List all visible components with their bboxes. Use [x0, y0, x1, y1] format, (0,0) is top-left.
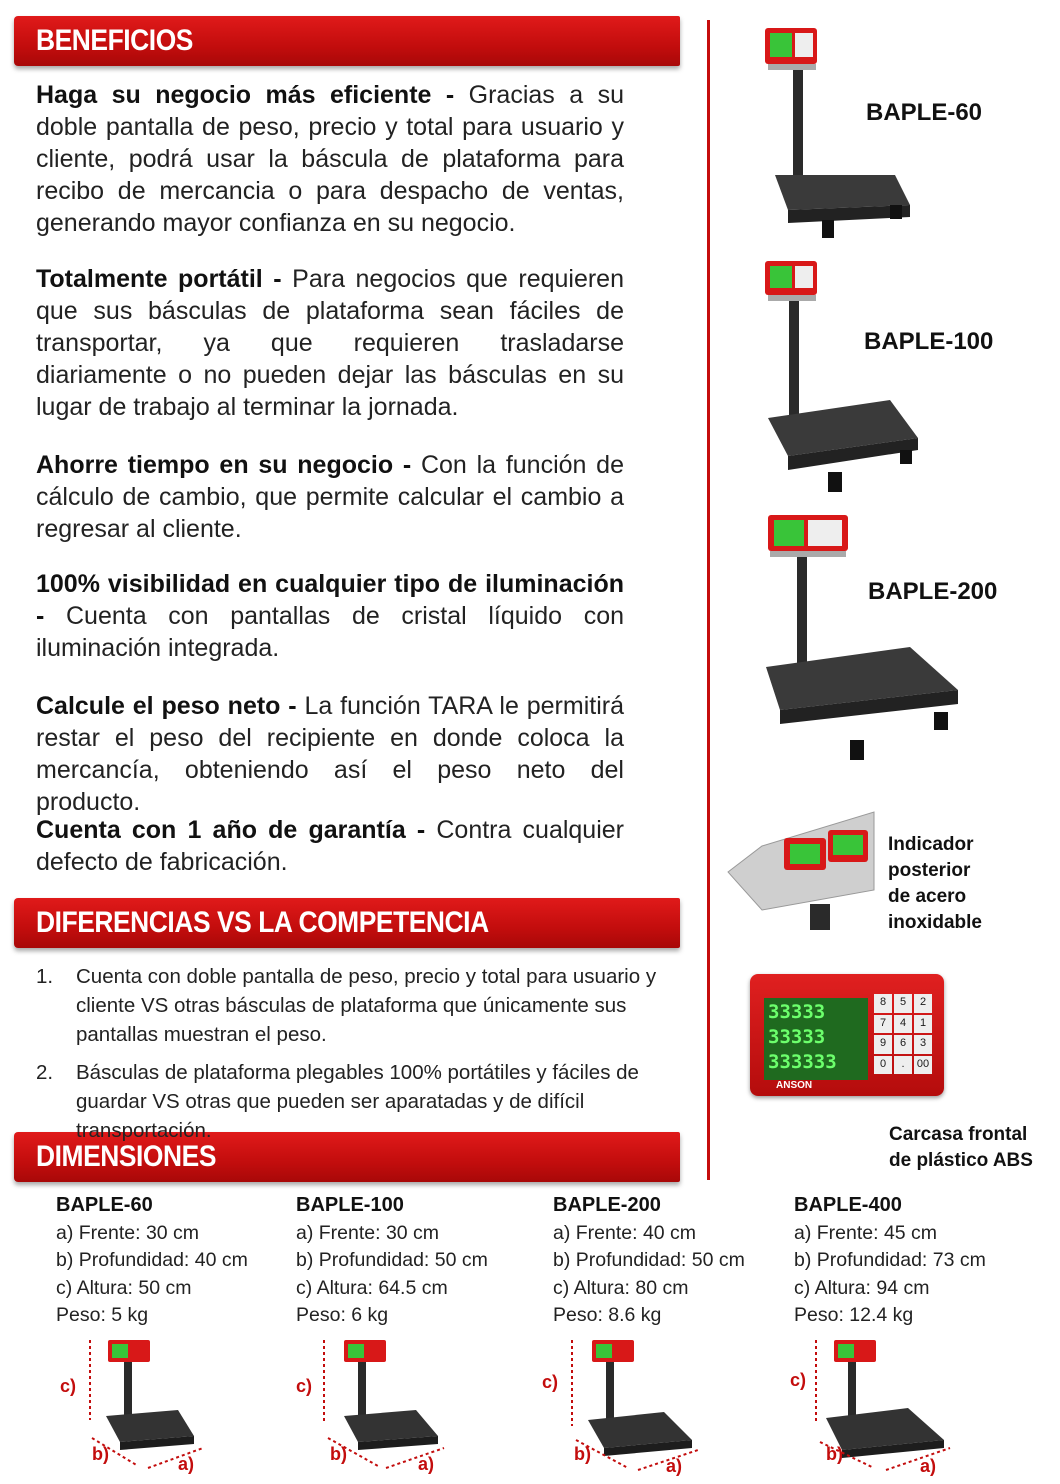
benefit-item [36, 814, 624, 878]
model-label-baple-60: BAPLE-60 [866, 99, 983, 126]
dimension-diagram-baple-60 [58, 1336, 228, 1478]
dim-label-c: c) [296, 1376, 313, 1396]
keypad-key: 3 [914, 1035, 932, 1054]
dimensions-heading: DIMENSIONES [36, 1140, 216, 1173]
dim-label-b: b) [574, 1444, 591, 1464]
benefit-text: Con la función de cálculo de cambio, que permite calcular el cambio a regresar al cliente. [36, 451, 624, 543]
dimension-frente: a) Frente: 30 cm [56, 1221, 200, 1244]
caption-line: de plástico ABS [889, 1150, 1033, 1171]
benefit-title: Cuenta con 1 año de garantía - [36, 816, 426, 844]
dimension-peso: Peso: 8.6 kg [553, 1304, 662, 1326]
difference-item [36, 1058, 676, 1142]
benefit-item [36, 690, 624, 818]
display-screen [764, 998, 868, 1080]
dimension-model: BAPLE-60 [56, 1194, 153, 1216]
dimension-block-baple-400 [794, 1192, 1044, 1330]
benefit-title: Ahorre tiempo en su negocio - [36, 451, 412, 479]
benefit-text: Para negocios que requieren que sus básculas de plataforma sean fáciles de transportar, ya que requieren trasladarse diariamente o no pueden dejar las básculas en su lugar de trabajo al terminar la jornada. [36, 265, 624, 421]
display-digits: 33333 [768, 1001, 826, 1023]
keypad-key: 0 [874, 1056, 892, 1075]
dimension-altura: c) Altura: 50 cm [56, 1276, 192, 1299]
dimension-altura: c) Altura: 80 cm [553, 1276, 689, 1299]
caption-line: de acero inoxidable [888, 886, 982, 933]
dim-label-c: c) [542, 1372, 559, 1392]
dimension-block-baple-100 [296, 1192, 546, 1330]
benefit-item [36, 449, 624, 545]
difference-item [36, 962, 676, 1052]
scale-illustration-baple-200 [760, 512, 965, 767]
dimension-profundidad: b) Profundidad: 40 cm [56, 1249, 248, 1271]
benefit-item [36, 79, 624, 239]
dimension-frente: a) Frente: 30 cm [296, 1221, 440, 1244]
scale-illustration-baple-60 [760, 25, 920, 250]
keypad-key: 1 [914, 1015, 932, 1034]
front-display-illustration [750, 974, 944, 1096]
dimension-peso: Peso: 5 kg [56, 1304, 149, 1326]
dim-label-a: a) [178, 1454, 195, 1474]
display-digits: 33333 [768, 1026, 826, 1048]
dimension-model: BAPLE-200 [553, 1194, 661, 1216]
keypad-key: 9 [874, 1035, 892, 1054]
dim-label-b: b) [92, 1444, 109, 1464]
dim-label-a: a) [666, 1456, 683, 1476]
model-label-baple-200: BAPLE-200 [868, 578, 998, 605]
benefits-heading: BENEFICIOS [36, 24, 193, 57]
model-label-baple-100: BAPLE-100 [864, 328, 994, 355]
dimension-altura: c) Altura: 64.5 cm [296, 1276, 448, 1299]
difference-text: Básculas de plataforma plegables 100% portátiles y fáciles de guardar VS otras que pueden ser aparatadas y de difícil transportación. [76, 1061, 639, 1142]
dimension-altura: c) Altura: 94 cm [794, 1276, 930, 1299]
vertical-divider [707, 20, 710, 1180]
dim-label-c: c) [60, 1376, 77, 1396]
rear-indicator-caption [888, 832, 1060, 936]
differences-heading: DIFERENCIAS VS LA COMPETENCIA [36, 906, 489, 939]
dimension-frente: a) Frente: 40 cm [553, 1221, 697, 1244]
benefit-item [36, 263, 624, 423]
keypad-key: . [894, 1056, 912, 1075]
keypad-key: 00 [914, 1056, 932, 1075]
dimension-frente: a) Frente: 45 cm [794, 1221, 938, 1244]
benefit-text: Gracias a su doble pantalla de peso, precio y total para usuario y cliente, podrá usar la báscula de plataforma para recibo de mercancia o para despacho de ventas, generando mayor confianza en su negocio. [36, 81, 624, 237]
dim-label-c: c) [790, 1370, 807, 1390]
keypad-key: 4 [894, 1015, 912, 1034]
keypad-key: 5 [894, 994, 912, 1013]
benefit-title: Totalmente portátil - [36, 265, 282, 293]
dimension-diagram-baple-200 [542, 1336, 717, 1478]
benefit-title: Calcule el peso neto - [36, 692, 297, 720]
dimension-block-baple-60 [56, 1192, 306, 1330]
dim-label-a: a) [920, 1456, 937, 1476]
keypad-key: 6 [894, 1035, 912, 1054]
scale-illustration-baple-100 [760, 258, 925, 498]
benefit-text: Cuenta con pantallas de cristal líquido con iluminación integrada. [36, 602, 624, 662]
dim-label-b: b) [826, 1444, 843, 1464]
differences-banner [14, 898, 680, 948]
dimension-model: BAPLE-100 [296, 1194, 404, 1216]
keypad-key: 2 [914, 994, 932, 1013]
caption-line: Carcasa frontal [889, 1124, 1028, 1145]
difference-number: 1. [36, 965, 54, 988]
benefit-title: Haga su negocio más eficiente - [36, 81, 455, 109]
dimension-block-baple-200 [553, 1192, 803, 1330]
keypad [874, 994, 936, 1074]
brand-logo: ANSON [776, 1080, 813, 1091]
rear-indicator-illustration [728, 812, 876, 930]
benefit-item [36, 568, 624, 664]
difference-text: Cuenta con doble pantalla de peso, precio y total para usuario y cliente VS otras básculas de plataforma que únicamente sus pantallas muestran el peso. [76, 965, 657, 1046]
dimension-peso: Peso: 6 kg [296, 1304, 389, 1326]
difference-number: 2. [36, 1061, 54, 1084]
dimension-profundidad: b) Profundidad: 73 cm [794, 1249, 986, 1271]
display-digits: 333333 [768, 1051, 837, 1073]
front-display-caption [889, 1122, 1033, 1174]
keypad-key: 7 [874, 1015, 892, 1034]
dimension-diagram-baple-400 [790, 1336, 970, 1478]
dimension-diagram-baple-100 [296, 1336, 466, 1478]
benefits-banner [14, 16, 680, 66]
dimension-profundidad: b) Profundidad: 50 cm [296, 1249, 488, 1271]
dimension-peso: Peso: 12.4 kg [794, 1304, 914, 1326]
keypad-key: 8 [874, 994, 892, 1013]
dimension-profundidad: b) Profundidad: 50 cm [553, 1249, 745, 1271]
dim-label-a: a) [418, 1454, 435, 1474]
benefit-title: 100% visibilidad en cualquier tipo de iluminación - [36, 570, 624, 630]
caption-line: Indicador posterior [888, 834, 974, 881]
dim-label-b: b) [330, 1444, 347, 1464]
dimension-model: BAPLE-400 [794, 1194, 902, 1216]
benefit-text: La función TARA le permitirá restar el peso del recipiente en donde coloca la mercancía, obteniendo así el peso neto del producto. [36, 692, 624, 816]
benefit-text: Contra cualquier defecto de fabricación. [36, 816, 624, 876]
